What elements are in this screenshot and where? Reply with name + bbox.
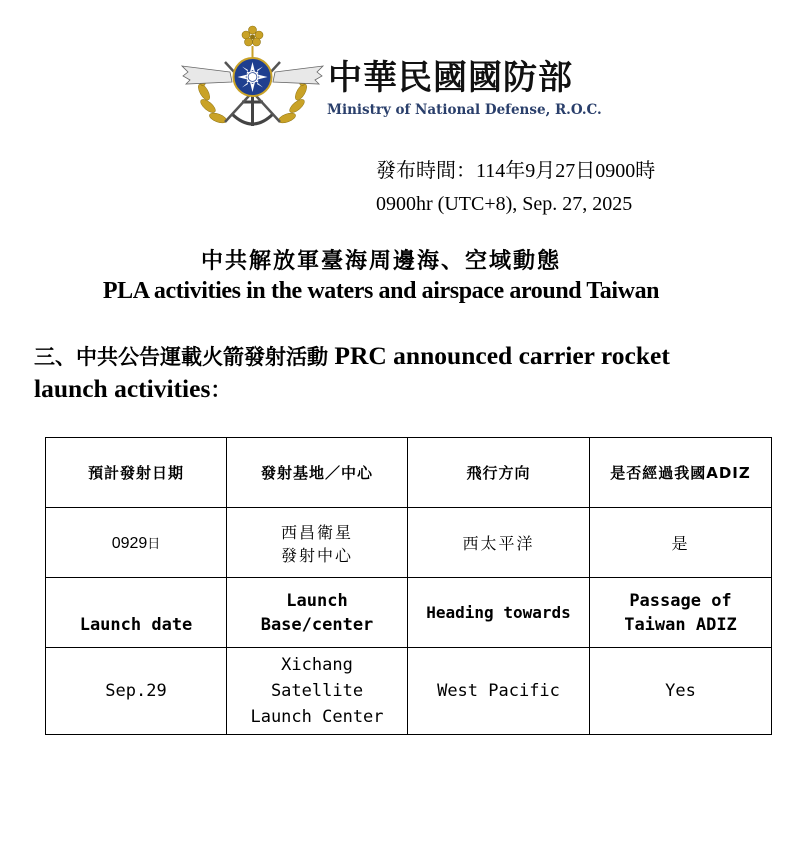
header: [180, 22, 630, 137]
table-header-row-en: [46, 578, 772, 648]
table-row-cn: [46, 508, 772, 578]
header-launch-base-en: [227, 578, 408, 648]
header-adiz-line-1: Passage of: [629, 590, 732, 611]
header-heading-cn: 飛行方向: [408, 438, 590, 508]
cell-launch-date-en: Sep.29: [46, 648, 227, 735]
base-en-line-2: Satellite: [270, 681, 364, 701]
org-name-en: Ministry of National Defense, R.O.C.: [327, 102, 602, 118]
base-line-1: 西昌衛星: [280, 522, 353, 542]
header-adiz-cn: 是否經過我國ADIZ: [590, 438, 772, 508]
header-launch-base-cn: 發射基地／中心: [227, 438, 408, 508]
release-time: [376, 155, 655, 221]
cell-launch-base-cn: [227, 508, 408, 578]
header-adiz-line-2: Taiwan ADIZ: [624, 614, 737, 635]
cell-heading-en: West Pacific: [408, 648, 590, 735]
launch-table: [45, 437, 772, 735]
base-en-line-3: Launch Center: [250, 707, 384, 727]
cell-launch-date-cn: [46, 508, 227, 578]
cell-heading-cn: 西太平洋: [408, 508, 590, 578]
table-row-en: [46, 648, 772, 735]
cell-adiz-cn: 是: [590, 508, 772, 578]
section-heading-en: PRC announced carrier rocket launch activities: [34, 341, 670, 403]
release-time-cn: 發布時間：114年9月27日0900時: [376, 160, 656, 182]
date-suffix: 日: [147, 536, 161, 552]
table-header-row-cn: [46, 438, 772, 508]
header-launch-date-en: Launch date: [46, 578, 227, 648]
org-name-cn: 中華民國國防部: [328, 58, 573, 98]
cell-launch-base-en: [227, 648, 408, 735]
header-launch-date-cn: 預計發射日期: [46, 438, 227, 508]
document-title-en: PLA activities in the waters and airspace around Taiwan: [102, 278, 660, 304]
document-title-cn: 中共解放軍臺海周邊海、空域動態: [200, 249, 561, 274]
mnd-emblem: [180, 22, 325, 137]
header-heading-en: Heading towards: [408, 578, 590, 648]
cell-adiz-en: Yes: [590, 648, 772, 735]
date-number: 0929: [111, 534, 148, 552]
header-base-line-1: Launch: [286, 590, 348, 611]
section-colon: ：: [210, 378, 232, 402]
header-adiz-en: [590, 578, 772, 648]
section-heading: [34, 340, 714, 406]
base-en-line-1: Xichang: [281, 655, 353, 675]
header-base-line-2: Base/center: [260, 614, 374, 635]
base-line-2: 發射中心: [280, 545, 353, 565]
section-prefix-cn: 三、中共公告運載火箭發射活動: [34, 345, 328, 369]
release-time-en: 0900hr (UTC+8), Sep. 27, 2025: [376, 193, 633, 215]
